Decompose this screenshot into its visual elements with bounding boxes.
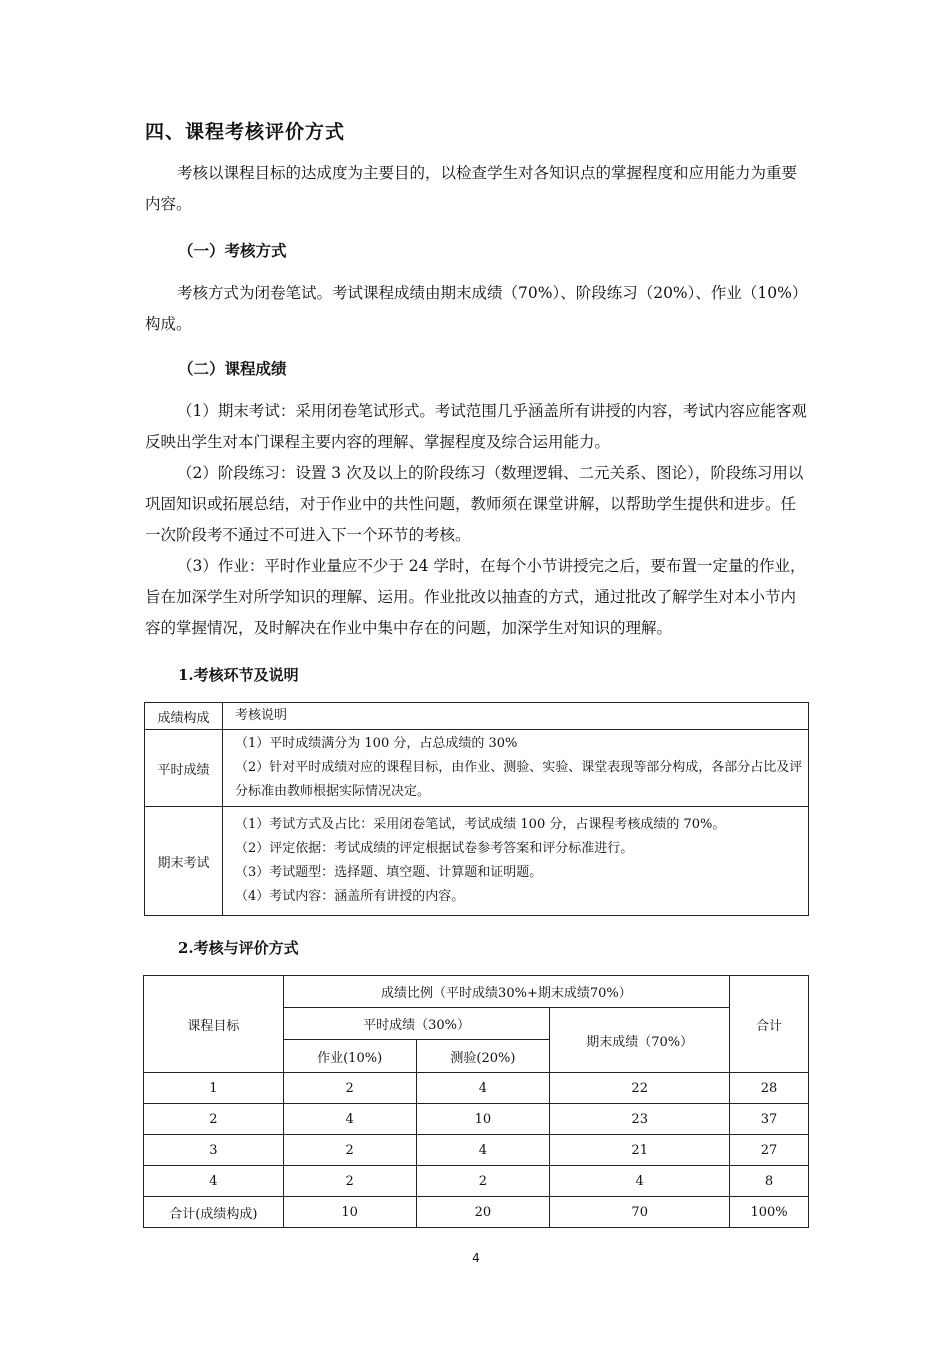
header-quiz: 测验(20%) xyxy=(416,1040,550,1073)
subsection-title-assessment-method: （一）考核方式 xyxy=(178,242,287,260)
table-header-cell: 成绩构成 xyxy=(145,703,223,730)
table-cell: 3 xyxy=(144,1135,284,1166)
table-cell: 23 xyxy=(550,1104,730,1135)
stage-practice-paragraph: （2）阶段练习：设置 3 次及以上的阶段练习（数理逻辑、二元关系、图论），阶段练习用以巩固知识或拓展总结，对于作业中的共性问题，教师须在课堂讲解，以帮助学生提供和进步。任一次阶段考不通过不可进入下一个环节的考核。 xyxy=(145,464,804,544)
table-row-total xyxy=(144,1197,809,1228)
final-exam-paragraph: （1）期末考试：采用闭卷笔试形式。考试范围几乎涵盖所有讲授的内容，考试内容应能客观反映出学生对本门课程主要内容的理解、掌握程度及综合运用能力。 xyxy=(145,402,807,451)
header-grade-ratio: 成绩比例（平时成绩30%+期末成绩70%） xyxy=(283,976,729,1008)
table-cell: 20 xyxy=(416,1197,550,1228)
table1-title: 1.考核环节及说明 xyxy=(178,666,299,684)
table-row xyxy=(144,1073,809,1104)
table-cell-component: 期末考试 xyxy=(145,807,223,916)
table-cell: 70 xyxy=(550,1197,730,1228)
table-cell: 4 xyxy=(416,1135,550,1166)
table-cell: 28 xyxy=(730,1073,809,1104)
table-cell: 22 xyxy=(550,1073,730,1104)
table-row xyxy=(144,1104,809,1135)
table-cell: 合计(成绩构成) xyxy=(144,1197,284,1228)
table-row xyxy=(144,1166,809,1197)
table-cell: 2 xyxy=(283,1166,416,1197)
header-usual-grade: 平时成绩（30%） xyxy=(283,1008,550,1040)
table-cell: 4 xyxy=(283,1104,416,1135)
table2-title: 2.考核与评价方式 xyxy=(178,939,299,957)
table-header-cell: 考核说明 xyxy=(223,703,809,730)
table-cell: 4 xyxy=(144,1166,284,1197)
table-cell-description: （1）考试方式及占比：采用闭卷笔试，考试成绩 100 分，占课程考核成绩的 70%。 （2）评定依据：考试成绩的评定根据试卷参考答案和评分标准进行。 （3）考试题型：选择题、填空题、计算题和证明题。 （4）考试内容：涵盖所有讲授的内容。 xyxy=(223,807,809,916)
header-homework: 作业(10%) xyxy=(283,1040,416,1073)
table-cell: 4 xyxy=(550,1166,730,1197)
assessment-table xyxy=(144,702,809,916)
table-cell: 4 xyxy=(416,1073,550,1104)
table-row xyxy=(145,730,809,807)
header-final-grade: 期末成绩（70%） xyxy=(550,1008,730,1073)
subsection-title-course-grade: （二）课程成绩 xyxy=(178,360,287,378)
table-header-row xyxy=(145,703,809,730)
intro-paragraph: 考核以课程目标的达成度为主要目的，以检查学生对各知识点的掌握程度和应用能力为重要内容。 xyxy=(145,164,798,213)
table-cell: 2 xyxy=(144,1104,284,1135)
table-cell: 2 xyxy=(283,1135,416,1166)
table-cell: 27 xyxy=(730,1135,809,1166)
table-header-row xyxy=(144,976,809,1008)
table-row xyxy=(144,1135,809,1166)
table-cell: 21 xyxy=(550,1135,730,1166)
table-row xyxy=(145,807,809,916)
header-course-goal: 课程目标 xyxy=(144,976,284,1073)
table-cell: 1 xyxy=(144,1073,284,1104)
page-number: 4 xyxy=(472,1251,480,1265)
section-heading: 四、课程考核评价方式 xyxy=(145,121,346,143)
table-cell: 8 xyxy=(730,1166,809,1197)
table-cell-description: （1）平时成绩满分为 100 分，占总成绩的 30% （2）针对平时成绩对应的课程目标，由作业、测验、实验、课堂表现等部分构成，各部分占比及评分标准由教师根据实际情况决定。 xyxy=(223,730,809,807)
table-cell-component: 平时成绩 xyxy=(145,730,223,807)
table-cell: 10 xyxy=(416,1104,550,1135)
table-cell: 2 xyxy=(283,1073,416,1104)
evaluation-table xyxy=(143,975,809,1228)
homework-paragraph: （3）作业：平时作业量应不少于 24 学时，在每个小节讲授完之后，要布置一定量的作业，旨在加深学生对所学知识的理解、运用。作业批改以抽查的方式，通过批改了解学生对本小节内容的掌握情况，及时解决在作业中集中存在的问题，加深学生对知识的理解。 xyxy=(145,557,806,637)
table-cell: 37 xyxy=(730,1104,809,1135)
table-cell: 2 xyxy=(416,1166,550,1197)
header-total: 合计 xyxy=(730,976,809,1073)
table-cell: 10 xyxy=(283,1197,416,1228)
table-cell: 100% xyxy=(730,1197,809,1228)
assessment-method-paragraph: 考核方式为闭卷笔试。考试课程成绩由期末成绩（70%）、阶段练习（20%）、作业（10%）构成。 xyxy=(145,284,808,333)
